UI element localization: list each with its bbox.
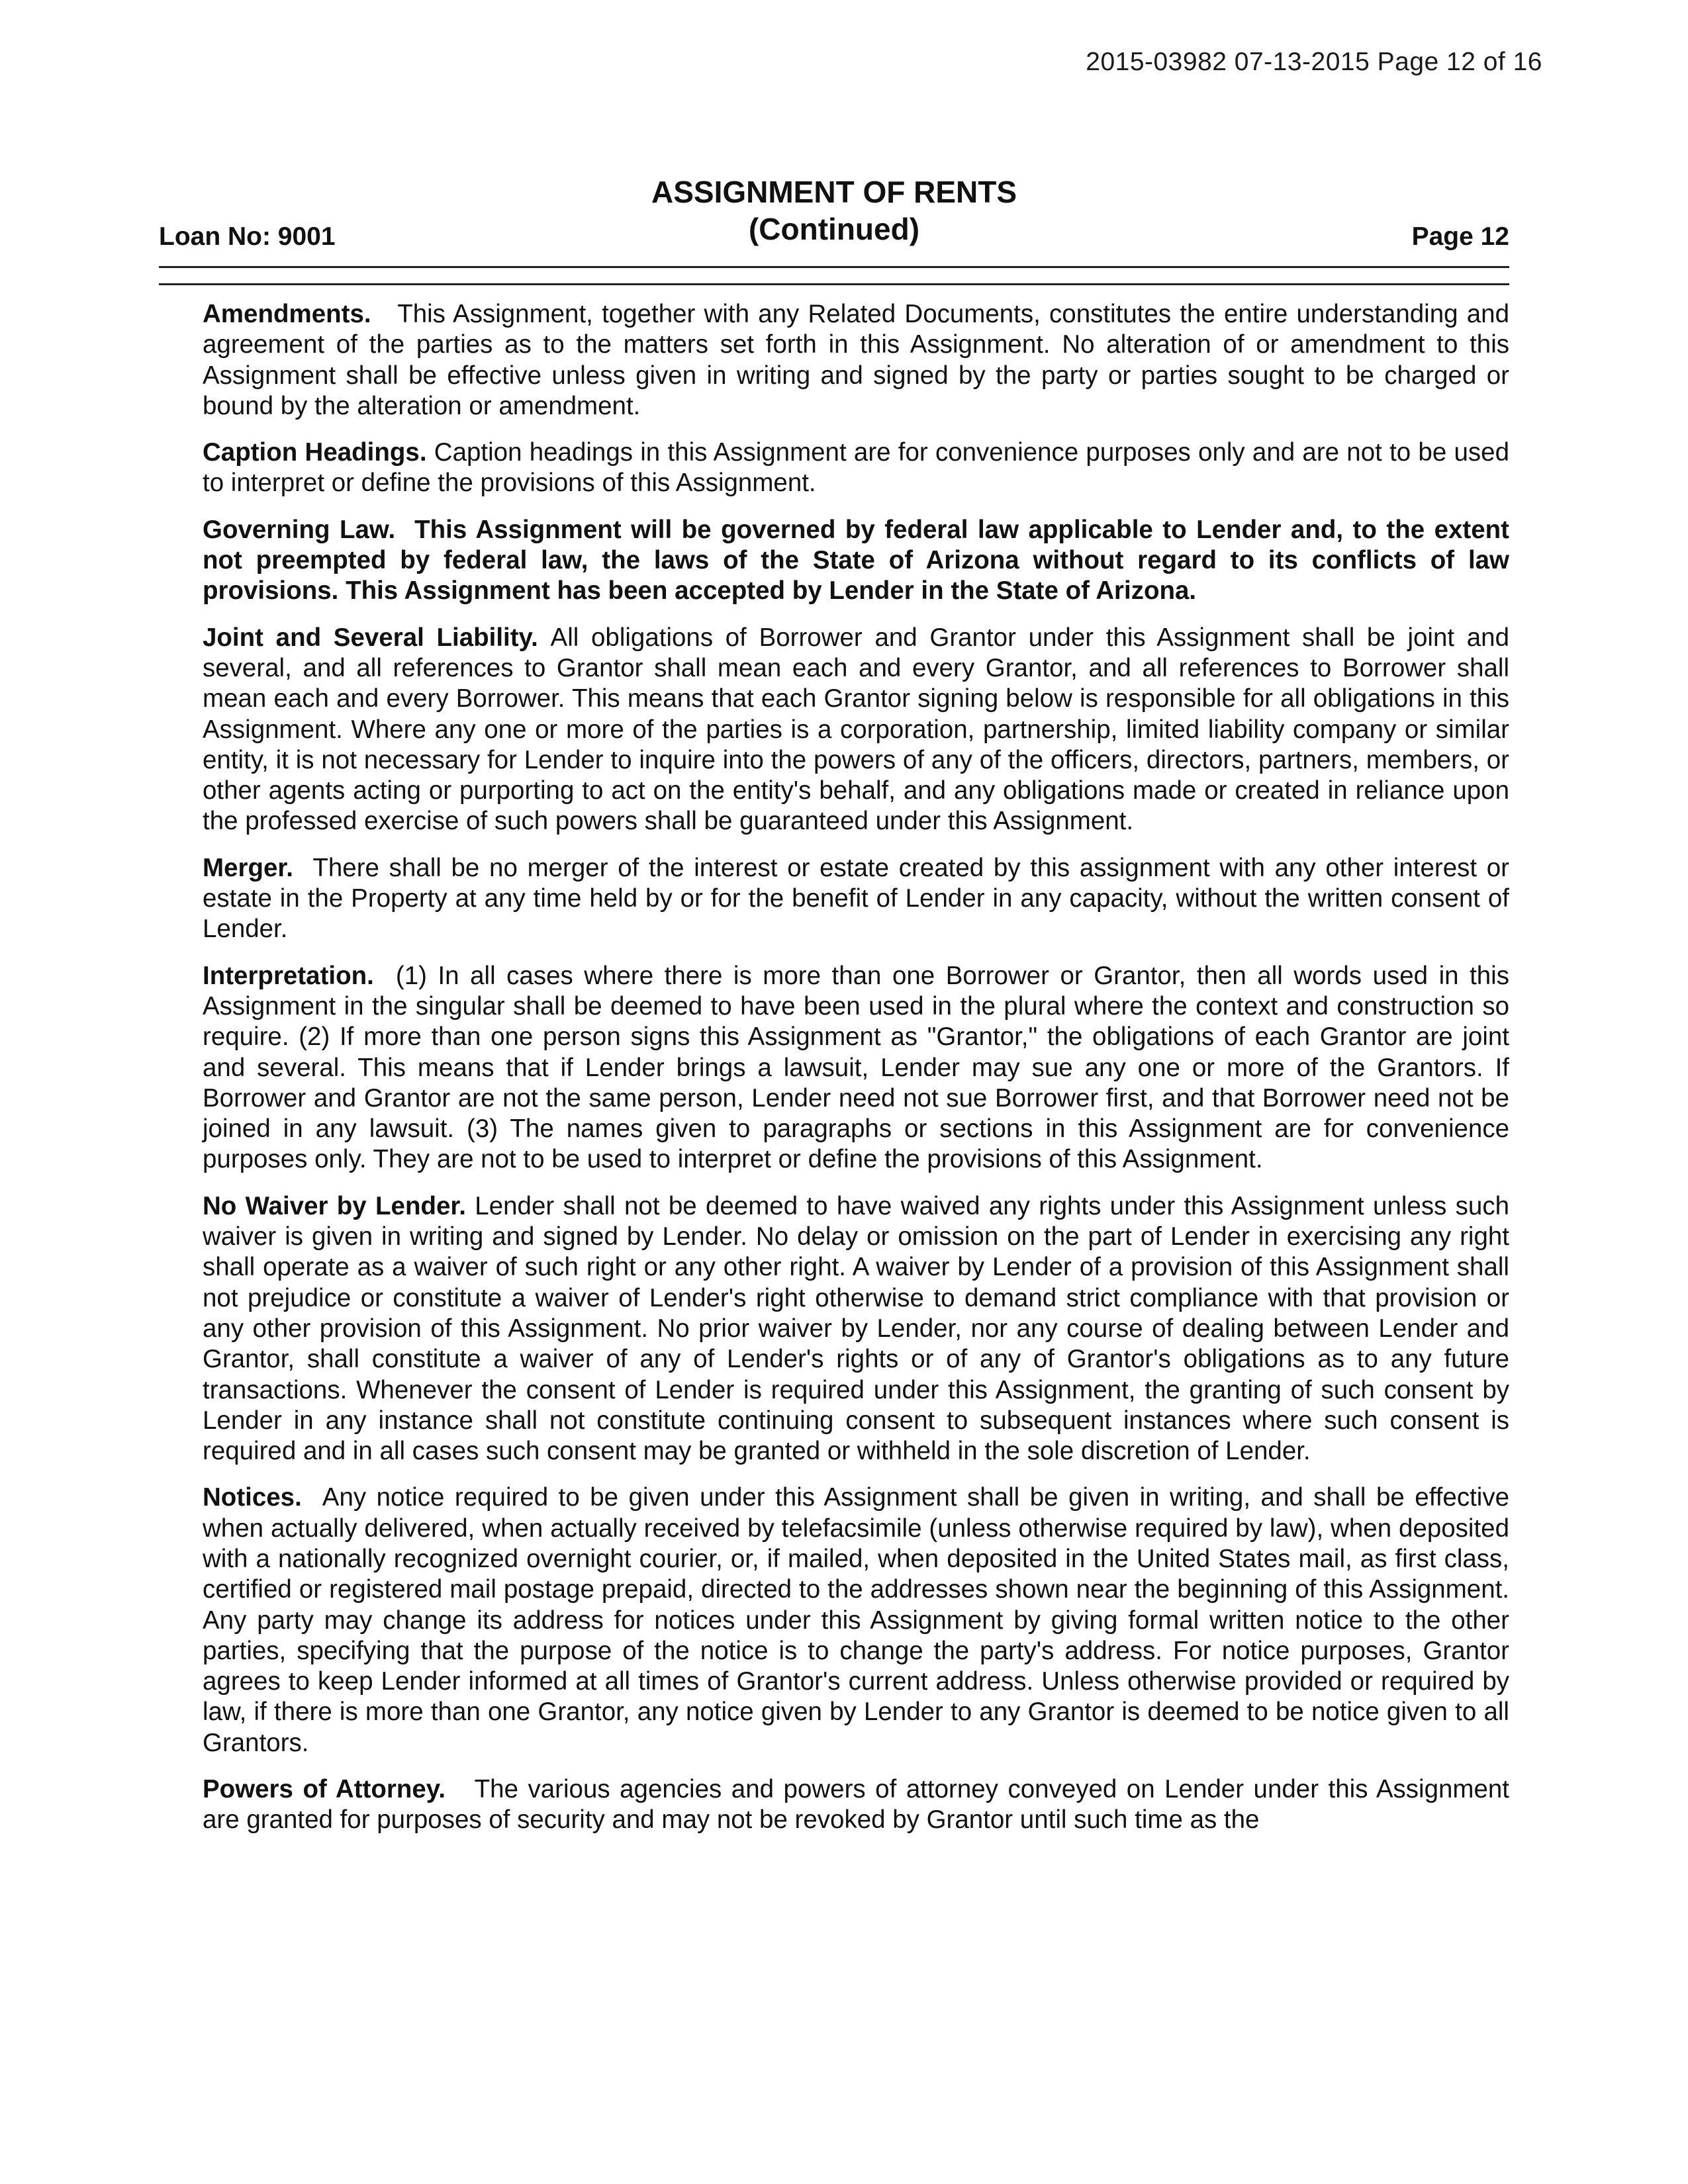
section-heading: Interpretation. bbox=[203, 961, 374, 990]
section-no-waiver bbox=[203, 1191, 1509, 1467]
section-heading: Joint and Several Liability. bbox=[203, 623, 538, 652]
section-governing-law bbox=[203, 515, 1509, 607]
recording-stamp: 2015-03982 07-13-2015 Page 12 of 16 bbox=[1086, 48, 1542, 76]
loan-number: Loan No: 9001 bbox=[159, 222, 336, 251]
section-heading: Notices. bbox=[203, 1483, 302, 1512]
section-text: All obligations of Borrower and Grantor under this Assignment shall be joint and several, and all references to Grantor shall mean each and every Grantor, and all references to Borrower shall mean each and every Borrower. This means that each Grantor signing below is responsible for all obligations in this Assignment. Where any one or more of the parties is a corporation, partnership, limited liability company or similar entity, it is not necessary for Lender to inquire into the powers of any of the officers, directors, partners, members, or other agents acting or purporting to act on the entity's behalf, and any obligations made or created in reliance upon the professed exercise of such powers shall be guaranteed under this Assignment. bbox=[203, 623, 1510, 836]
section-text: This Assignment, together with any Related Documents, constitutes the entire understanding and agreement of the parties as to the matters set forth in this Assignment. No alteration of or amendment to this Assignment shall be effective unless given in writing and signed by the party or parties sought to be charged or bound by the alteration or amendment. bbox=[203, 300, 1509, 420]
section-text: This Assignment will be governed by federal law applicable to Lender and, to the extent not preempted by federal law, the laws of the State of Arizona without regard to its conflicts of law provisions. This Assignment has been accepted by Lender in the State of Arizona. bbox=[203, 515, 1509, 606]
section-text: (1) In all cases where there is more than one Borrower or Grantor, then all words used in this Assignment in the singular shall be deemed to have been used in the plural where the context and construction so require. (2) If more than one person signs this Assignment as "Grantor," the obligations of each Grantor are joint and several. This means that if Lender brings a lawsuit, Lender may sue any one or more of the Grantors. If Borrower and Grantor are not the same person, Lender need not sue Borrower first, and that Borrower need not be joined in any lawsuit. (3) The names given to paragraphs or sections in this Assignment are for convenience purposes only. They are not to be used to interpret or define the provisions of this Assignment. bbox=[203, 961, 1509, 1174]
section-caption-headings bbox=[203, 437, 1509, 499]
document-header bbox=[159, 173, 1509, 259]
section-heading: Powers of Attorney. bbox=[203, 1775, 446, 1804]
section-heading: Amendments. bbox=[203, 300, 371, 328]
section-interpretation bbox=[203, 961, 1509, 1175]
section-text: There shall be no merger of the interest or estate created by this assignment with any other interest or estate in the Property at any time held by or for the benefit of Lender in any capacity, without the written consent of Lender. bbox=[203, 853, 1509, 944]
section-joint-several-liability bbox=[203, 623, 1509, 837]
section-notices bbox=[203, 1482, 1509, 1758]
section-heading: No Waiver by Lender. bbox=[203, 1191, 466, 1220]
header-divider-top bbox=[159, 266, 1509, 268]
header-divider-bottom bbox=[159, 283, 1509, 285]
section-text: Any notice required to be given under this Assignment shall be given in writing, and shall be effective when actually delivered, when actually received by telefacsimile (unless otherwise required by law), when deposited with a nationally recognized overnight courier, or, if mailed, when deposited in the United States mail, as first class, certified or registered mail postage prepaid, directed to the addresses shown near the beginning of this Assignment. Any party may change its address for notices under this Assignment by giving formal written notice to the other parties, specifying that the purpose of the notice is to change the party's address. For notice purposes, Grantor agrees to keep Lender informed at all times of Grantor's current address. Unless otherwise provided or required by law, if there is more than one Grantor, any notice given by Lender to any Grantor is deemed to be notice given to all Grantors. bbox=[203, 1483, 1509, 1757]
document-title-line2: (Continued) bbox=[748, 212, 920, 246]
document-body bbox=[203, 299, 1509, 1852]
section-text: Caption headings in this Assignment are for convenience purposes only and are not to be used to interpret or define the provisions of this Assignment. bbox=[203, 438, 1509, 498]
document-title bbox=[159, 173, 1509, 248]
section-powers-of-attorney bbox=[203, 1774, 1509, 1836]
section-heading: Governing Law. bbox=[203, 515, 396, 544]
section-merger bbox=[203, 853, 1509, 945]
section-text: Lender shall not be deemed to have waived any rights under this Assignment unless such waiver is given in writing and signed by Lender. No delay or omission on the part of Lender in exercising any right shall operate as a waiver of such right or any other right. A waiver by Lender of a provision of this Assignment shall not prejudice or constitute a waiver of Lender's right otherwise to demand strict compliance with that provision or any other provision of this Assignment. No prior waiver by Lender, nor any course of dealing between Lender and Grantor, shall constitute a waiver of any of Lender's rights or of any of Grantor's obligations as to any future transactions. Whenever the consent of Lender is required under this Assignment, the granting of such consent by Lender in any instance shall not constitute continuing consent to subsequent instances where such consent is required and in all cases such consent may be granted or withheld in the sole discretion of Lender. bbox=[203, 1191, 1509, 1466]
section-heading: Merger. bbox=[203, 853, 293, 882]
section-amendments bbox=[203, 299, 1509, 422]
document-title-line1: ASSIGNMENT OF RENTS bbox=[651, 175, 1017, 209]
page-number: Page 12 bbox=[1411, 222, 1509, 251]
section-heading: Caption Headings. bbox=[203, 438, 427, 467]
section-text: The various agencies and powers of attorney conveyed on Lender under this Assignment are granted for purposes of security and may not be revoked by Grantor until such time as the bbox=[203, 1775, 1510, 1835]
